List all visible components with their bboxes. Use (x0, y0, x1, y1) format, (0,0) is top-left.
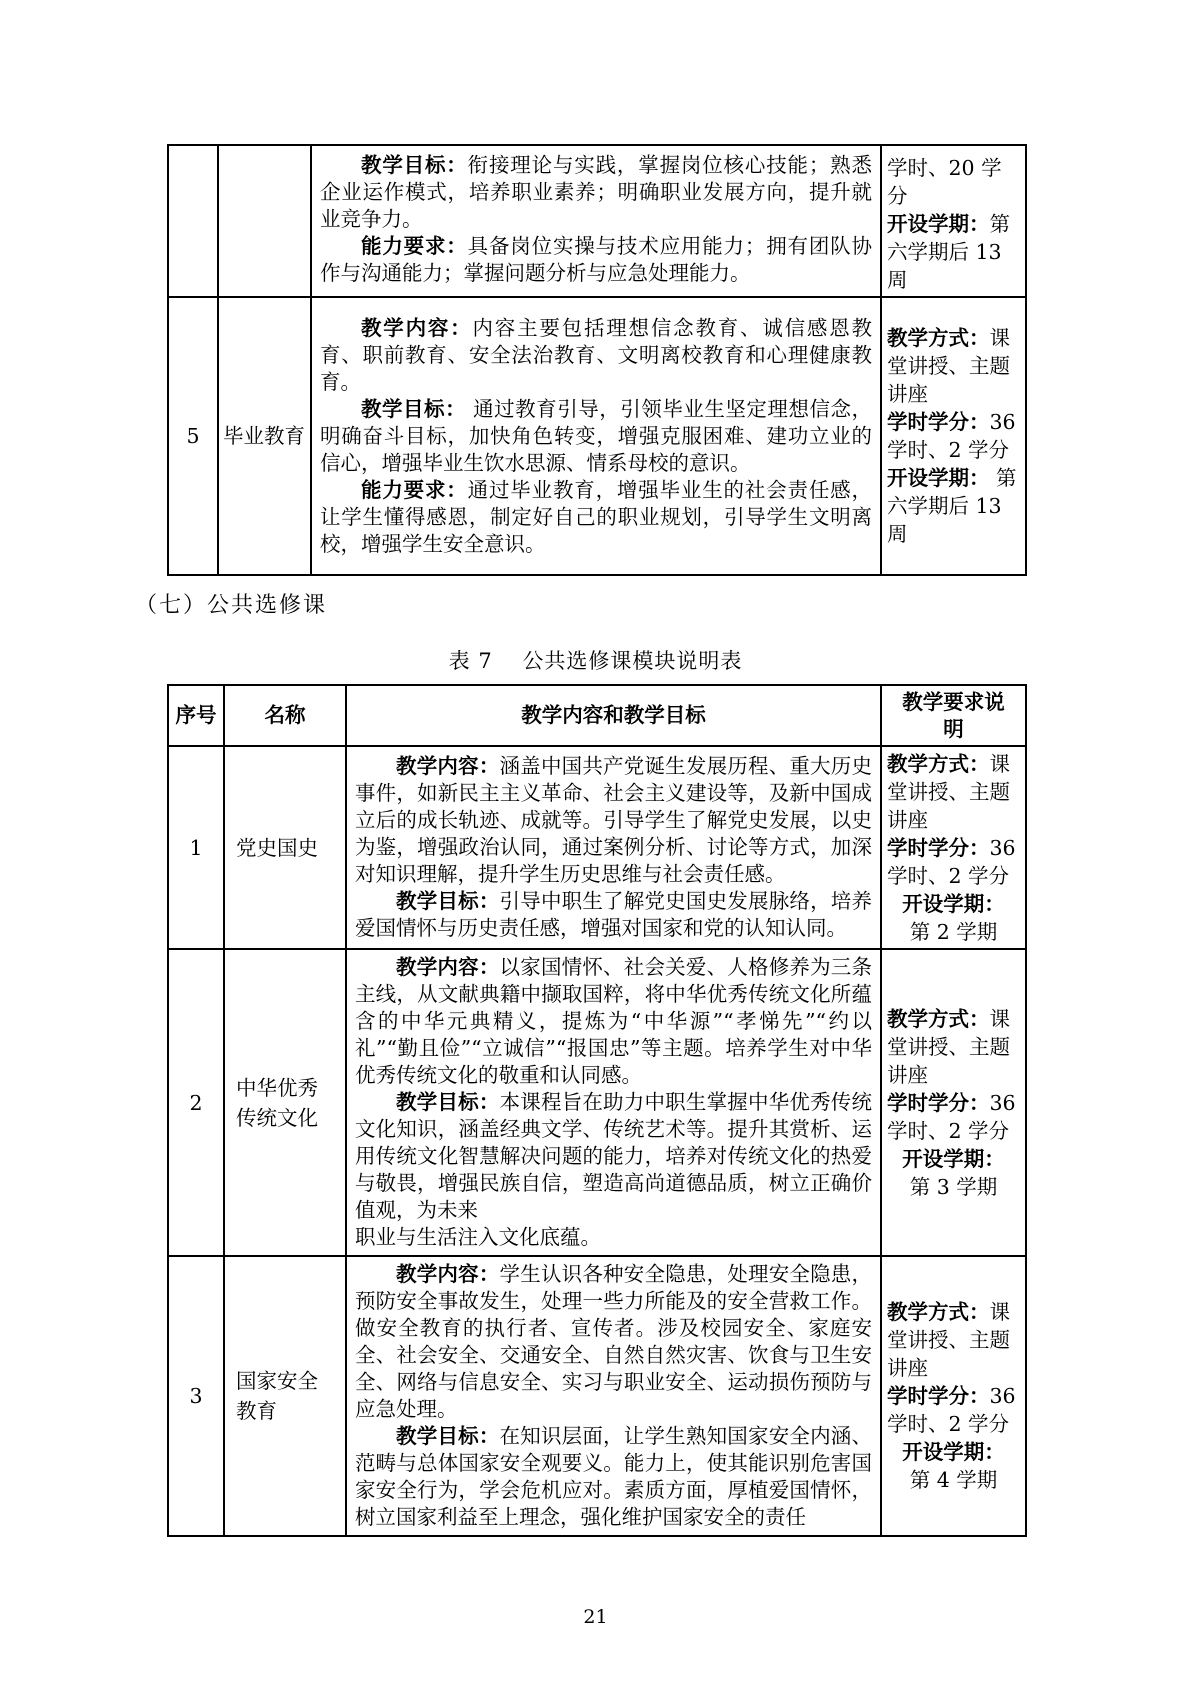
field-label: 学时学分： (887, 1384, 990, 1408)
field-label: 教学内容： (396, 955, 500, 979)
field-label: 教学目标： (396, 1424, 500, 1448)
content-paragraph: 职业与生活注入文化底蕴。 (355, 1225, 601, 1249)
requirement-paragraph (887, 1145, 1020, 1173)
seq-cell: 3 (168, 1256, 224, 1536)
requirement-paragraph: 学时学分：36 学时、2 学分 (887, 835, 1016, 888)
content-cell (311, 297, 881, 575)
header-name: 名称 (224, 685, 346, 746)
requirement-paragraph: 学时学分：36 学时、2 学分 (887, 1384, 1016, 1436)
field-label: 能力要求： (361, 234, 468, 258)
seq-cell (168, 145, 218, 297)
field-label: 教学内容： (361, 315, 473, 340)
section-heading: （七）公共选修课 (135, 593, 328, 618)
requirement-paragraph: 教学方式：课堂讲授、主题讲座 (887, 1300, 1010, 1380)
requirement-paragraph: 教学方式：课堂讲授、主题讲座 (887, 751, 1010, 832)
field-label: 教学方式： (887, 1006, 990, 1031)
content-cell (346, 1256, 881, 1536)
course-name-cell: 国家安全教育 (224, 1256, 346, 1536)
requirements-cell (881, 746, 1026, 949)
content-cell (311, 145, 881, 297)
field-label: 教学内容： (396, 754, 500, 778)
requirement-paragraph: 第 4 学期 (909, 1468, 998, 1492)
page-number: 21 (583, 1606, 608, 1628)
content-paragraph: 教学目标：引导中职生了解党史国史发展脉络，培养爱国情怀与历史责任感，增强对国家和党的认知认同。 (355, 889, 873, 940)
field-label: 教学方式： (887, 1300, 990, 1324)
course-table-continued (167, 144, 1027, 576)
requirements-cell (881, 297, 1026, 575)
content-paragraph: 教学目标： 通过教育引导，引领毕业生坚定理想信念，明确奋斗目标，加快角色转变，增强克服困难、建功立业的信心，增强毕业生饮水思源、情系母校的意识。 (320, 396, 873, 475)
field-label: 教学目标： (361, 396, 467, 421)
field-label: 开设学期： (902, 1146, 1005, 1171)
table-row (168, 145, 1026, 297)
elective-course-table (167, 684, 1027, 1537)
content-paragraph: 教学内容：内容主要包括理想信念教育、诚信感恩教育、职前教育、安全法治教育、文明离校教育和心理健康教育。 (320, 315, 873, 394)
requirement-paragraph: 学时、20 学分 (887, 156, 1002, 208)
content-cell (346, 949, 881, 1256)
field-label: 教学目标： (361, 153, 468, 177)
table7-title: 表 7 公共选修课模块说明表 (448, 649, 743, 673)
requirement-paragraph: 第 2 学期 (909, 919, 998, 944)
field-label: 教学内容： (396, 1262, 500, 1286)
course-name-cell (218, 145, 311, 297)
requirements-cell (881, 1256, 1026, 1536)
requirement-paragraph (887, 890, 1020, 918)
requirement-paragraph: 教学方式：课堂讲授、主题讲座 (887, 1006, 1010, 1087)
content-paragraph: 教学内容：涵盖中国共产党诞生发展历程、重大历史事件，如新民主主义革命、社会主义建设等，及新中国成立后的成长轨迹、成就等。引导学生了解党史发展，以史为鉴，增强政治认同，通过案例分析、讨论等方式，加深对知识理解，提升学生历史思维与社会责任感。 (355, 754, 873, 886)
field-label: 教学目标： (396, 1090, 500, 1114)
requirement-paragraph: 学时学分：36 学时、2 学分 (887, 410, 1016, 462)
course-name-cell: 毕业教育 (218, 297, 311, 575)
content-paragraph: 能力要求：具备岗位实操与技术应用能力；拥有团队协作与沟通能力；掌握问题分析与应急处理能力。 (320, 234, 873, 285)
content-cell (346, 746, 881, 949)
requirements-cell (881, 145, 1026, 297)
header-seq: 序号 (168, 685, 224, 746)
header-content-objectives: 教学内容和教学目标 (346, 685, 881, 746)
content-paragraph: 能力要求：通过毕业教育，增强毕业生的社会责任感，让学生懂得感恩，制定好自己的职业规划，引导学生文明离校，增强学生安全意识。 (320, 477, 873, 556)
content-paragraph: 教学内容：以家国情怀、社会关爱、人格修养为三条主线，从文献典籍中撷取国粹，将中华优秀传统文化所蕴含的中华元典精义，提炼为“中华源”“孝悌先”“约以礼”“勤且俭”“立诚信”“报国忠”等主题。培养学生对中华优秀传统文化的敬重和认同感。 (355, 955, 873, 1087)
field-label: 开设学期： (902, 891, 1005, 916)
content-paragraph: 教学内容：学生认识各种安全隐患，处理安全隐患，预防安全事故发生，处理一些力所能及的安全营救工作。做安全教育的执行者、宣传者。涉及校园安全、家庭安全、社会安全、交通安全、自然自然灾害、饮食与卫生安全、网络与信息安全、实习与职业安全、运动损伤预防与应急处理。 (355, 1262, 873, 1421)
field-label: 开设学期： (887, 212, 990, 236)
field-label: 学时学分： (887, 835, 990, 860)
seq-cell: 5 (168, 297, 218, 575)
header-row (168, 685, 1026, 746)
field-label: 能力要求： (361, 477, 468, 502)
table-row (168, 297, 1026, 575)
field-label: 教学方式： (887, 326, 990, 350)
requirement-paragraph (887, 1438, 1020, 1466)
course-name-cell: 中华优秀传统文化 (224, 949, 346, 1256)
content-paragraph: 教学目标：衔接理论与实践，掌握岗位核心技能；熟悉企业运作模式，培养职业素养；明确职业发展方向，提升就业竞争力。 (320, 153, 873, 231)
table-row (168, 746, 1026, 949)
requirement-paragraph: 开设学期： 第六学期后 13 周 (887, 466, 1017, 546)
requirement-paragraph: 学时学分：36 学时、2 学分 (887, 1090, 1016, 1143)
field-label: 学时学分： (887, 410, 990, 434)
table-row (168, 949, 1026, 1256)
field-label: 开设学期： (887, 466, 990, 490)
header-requirements: 教学要求说明 (881, 685, 1026, 746)
table-row (168, 1256, 1026, 1536)
field-label: 教学目标： (396, 889, 500, 913)
field-label: 开设学期： (902, 1440, 1005, 1464)
content-paragraph: 教学目标：本课程旨在助力中职生掌握中华优秀传统文化知识，涵盖经典文学、传统艺术等。提升其赏析、运用传统文化智慧解决问题的能力，培养对传统文化的热爱与敬畏，增强民族自信，塑造高尚道德品质，树立正确价值观，为未来 (355, 1090, 873, 1222)
requirement-paragraph: 开设学期：第六学期后 13 周 (887, 212, 1010, 292)
seq-cell: 2 (168, 949, 224, 1256)
course-name-cell: 党史国史 (224, 746, 346, 949)
seq-cell: 1 (168, 746, 224, 949)
requirements-cell (881, 949, 1026, 1256)
requirement-paragraph: 第 3 学期 (909, 1174, 998, 1199)
field-label: 学时学分： (887, 1090, 990, 1115)
content-paragraph: 教学目标：在知识层面，让学生熟知国家安全内涵、范畴与总体国家安全观要义。能力上，使其能识别危害国家安全行为，学会危机应对。素质方面，厚植爱国情怀，树立国家利益至上理念，强化维护国家安全的责任 (355, 1424, 873, 1529)
field-label: 教学方式： (887, 751, 990, 776)
requirement-paragraph: 教学方式：课堂讲授、主题讲座 (887, 326, 1010, 406)
